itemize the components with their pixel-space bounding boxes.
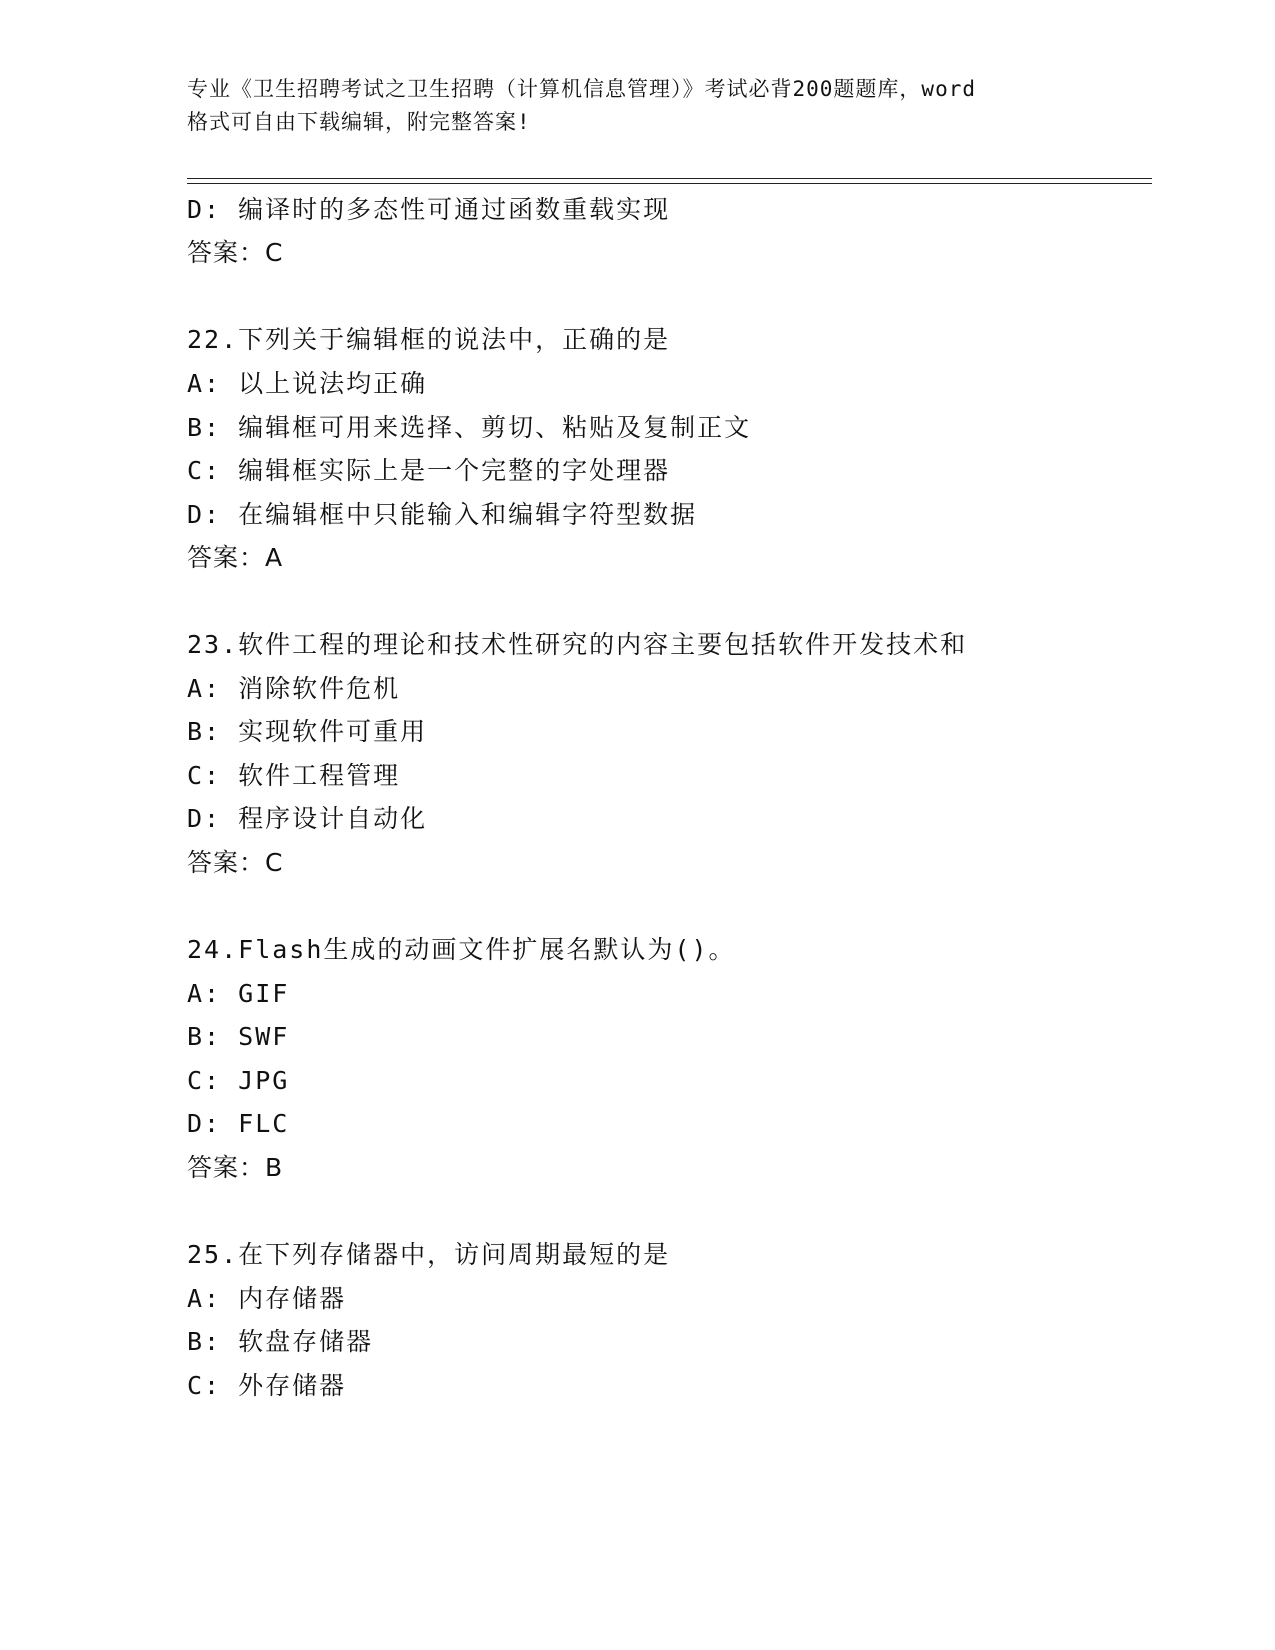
question-25-option-a: A: 内存储器 bbox=[187, 1284, 347, 1313]
question-23-option-d: D: 程序设计自动化 bbox=[187, 804, 428, 833]
header-rule-top bbox=[187, 178, 1152, 179]
question-23-option-b: B: 实现软件可重用 bbox=[187, 717, 428, 746]
document-header bbox=[187, 73, 1087, 139]
question-24-answer: 答案：B bbox=[187, 1153, 284, 1182]
question-22-option-a: A: 以上说法均正确 bbox=[187, 369, 428, 398]
question-24-option-c: C: JPG bbox=[187, 1066, 290, 1095]
question-22-option-c: C: 编辑框实际上是一个完整的字处理器 bbox=[187, 456, 671, 485]
question-22-answer: 答案：A bbox=[187, 543, 284, 572]
question-23-option-a: A: 消除软件危机 bbox=[187, 674, 401, 703]
question-24-stem: 24.Flash生成的动画文件扩展名默认为()。 bbox=[187, 935, 736, 964]
header-line-1: 专业《卫生招聘考试之卫生招聘（计算机信息管理）》考试必背200题题库，word bbox=[187, 77, 976, 101]
question-24-option-d: D: FLC bbox=[187, 1109, 290, 1138]
question-21-answer: 答案：C bbox=[187, 238, 284, 267]
question-22-option-b: B: 编辑框可用来选择、剪切、粘贴及复制正文 bbox=[187, 413, 752, 442]
question-24-option-b: B: SWF bbox=[187, 1022, 290, 1051]
question-25-option-b: B: 软盘存储器 bbox=[187, 1327, 374, 1356]
question-22-stem: 22.下列关于编辑框的说法中，正确的是 bbox=[187, 325, 671, 354]
question-25-stem: 25.在下列存储器中，访问周期最短的是 bbox=[187, 1240, 671, 1269]
question-21-option-d: D: 编译时的多态性可通过函数重载实现 bbox=[187, 195, 671, 224]
question-23-answer: 答案：C bbox=[187, 848, 284, 877]
question-23-option-c: C: 软件工程管理 bbox=[187, 761, 401, 790]
header-line-2: 格式可自由下载编辑，附完整答案! bbox=[187, 110, 531, 134]
question-24-option-a: A: GIF bbox=[187, 979, 290, 1008]
question-23-stem: 23.软件工程的理论和技术性研究的内容主要包括软件开发技术和 bbox=[187, 630, 968, 659]
question-25-option-c: C: 外存储器 bbox=[187, 1371, 347, 1400]
question-22-option-d: D: 在编辑框中只能输入和编辑字符型数据 bbox=[187, 500, 698, 529]
header-rule-bottom bbox=[187, 183, 1152, 184]
